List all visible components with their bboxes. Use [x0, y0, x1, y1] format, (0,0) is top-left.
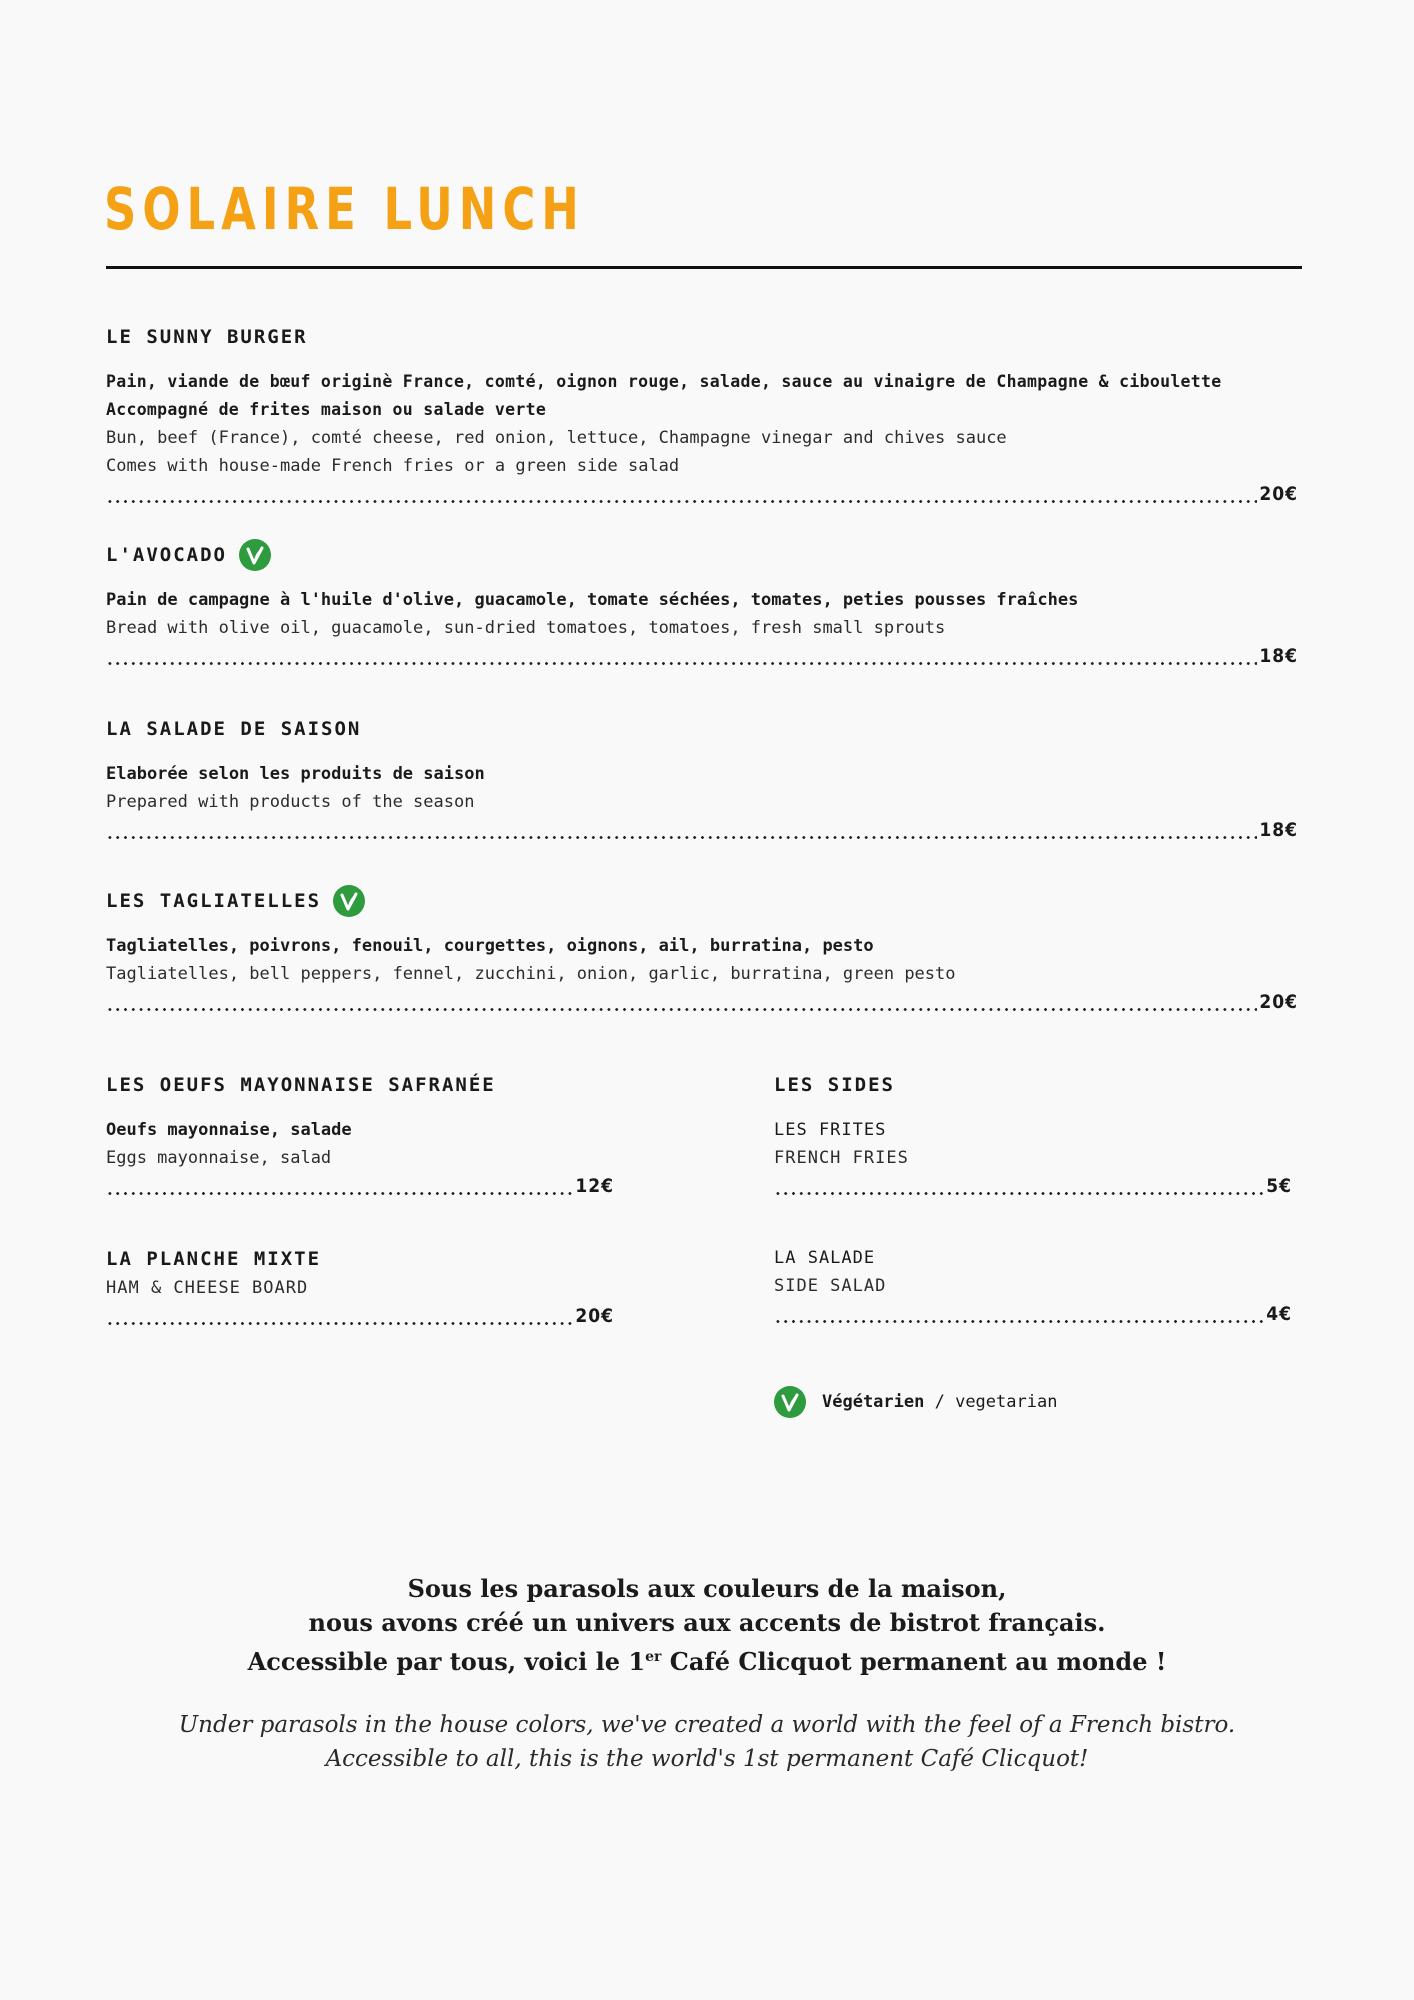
- item-desc-en: Prepared with products of the season: [106, 792, 475, 812]
- menu-item-planche-mixte: [106, 1244, 614, 1330]
- item-price: 18€: [1259, 819, 1298, 841]
- tagline-en: [0, 1708, 1414, 1776]
- tagline-fr-line: nous avons créé un univers aux accents de bistrot français.: [308, 1608, 1106, 1637]
- dot-leader: [106, 816, 1257, 844]
- item-desc-en: Tagliatelles, bell peppers, fennel, zucchini, onion, garlic, burratina, green pesto: [106, 964, 956, 984]
- sides-section: [774, 1070, 1292, 1200]
- item-name: LE SUNNY BURGER: [106, 326, 308, 348]
- item-desc-fr: Pain, viande de bœuf originè France, comté, oignon rouge, salade, sauce au vinaigre de Champagne & ciboulette: [106, 372, 1222, 391]
- dot-leader: [774, 1300, 1264, 1328]
- item-price: 4€: [1266, 1303, 1292, 1325]
- vegetarian-leaf-icon: [239, 539, 271, 571]
- item-desc-fr: Pain de campagne à l'huile d'olive, guacamole, tomate séchées, tomates, peties pousses fraîches: [106, 590, 1079, 610]
- item-name: LES TAGLIATELLES: [106, 890, 322, 912]
- tagline-fr: [0, 1572, 1414, 1679]
- item-name: L'AVOCADO: [106, 544, 227, 566]
- vegetarian-leaf-icon: [774, 1386, 806, 1418]
- side-name-fr: LES FRITES: [774, 1120, 887, 1140]
- menu-item-avocado: [106, 540, 1298, 670]
- title-divider: [106, 266, 1302, 269]
- dot-leader: [106, 480, 1257, 508]
- item-price: 20€: [1259, 483, 1298, 505]
- item-desc-en: HAM & CHEESE BOARD: [106, 1278, 309, 1298]
- item-desc-fr: Tagliatelles, poivrons, fenouil, courgettes, oignons, ail, burratina, pesto: [106, 936, 874, 956]
- menu-item-oeufs-mayonnaise: [106, 1070, 614, 1200]
- vegetarian-legend: [774, 1386, 1057, 1418]
- legend-fr: Végétarien: [822, 1392, 925, 1412]
- item-name: LA SALADE DE SAISON: [106, 718, 362, 740]
- item-name: LA PLANCHE MIXTE: [106, 1248, 322, 1270]
- side-name-en: SIDE SALAD: [774, 1276, 887, 1296]
- item-desc-fr: Oeufs mayonnaise, salade: [106, 1120, 352, 1140]
- side-item-salade: [774, 1244, 1292, 1328]
- item-desc-en: Bun, beef (France), comté cheese, red onion, lettuce, Champagne vinegar and chives sauce: [106, 428, 1007, 448]
- item-desc-fr: Accompagné de frites maison ou salade verte: [106, 400, 547, 419]
- legend-separator: /: [924, 1392, 956, 1412]
- item-price: 20€: [1259, 991, 1298, 1013]
- dot-leader: [106, 1302, 573, 1330]
- vegetarian-leaf-icon: [333, 885, 365, 917]
- item-price: 18€: [1259, 645, 1298, 667]
- dot-leader: [774, 1172, 1264, 1200]
- side-name-en: FRENCH FRIES: [774, 1148, 909, 1168]
- sides-heading: LES SIDES: [774, 1074, 895, 1096]
- menu-item-sunny-burger: [106, 322, 1298, 508]
- tagline-fr-line: Accessible par tous, voici le 1er Café Clicquot permanent au monde !: [247, 1647, 1167, 1676]
- item-desc-fr: Elaborée selon les produits de saison: [106, 764, 485, 784]
- legend-en: vegetarian: [955, 1392, 1058, 1412]
- item-price: 12€: [575, 1175, 614, 1197]
- menu-item-salade-de-saison: [106, 714, 1298, 844]
- item-desc-en: Eggs mayonnaise, salad: [106, 1148, 332, 1168]
- dot-leader: [106, 642, 1257, 670]
- item-desc-en: Bread with olive oil, guacamole, sun-dried tomatoes, tomatoes, fresh small sprouts: [106, 618, 946, 638]
- menu-item-tagliatelles: [106, 886, 1298, 1016]
- item-price: 5€: [1266, 1175, 1292, 1197]
- tagline-fr-line: Sous les parasols aux couleurs de la maison,: [407, 1574, 1007, 1603]
- tagline-en-line: Under parasols in the house colors, we've created a world with the feel of a French bistro.: [178, 1712, 1236, 1738]
- page-title: SOLAIRE LUNCH: [104, 175, 585, 243]
- side-name-fr: LA SALADE: [774, 1248, 876, 1268]
- item-name: LES OEUFS MAYONNAISE SAFRANÉE: [106, 1074, 496, 1096]
- dot-leader: [106, 1172, 573, 1200]
- dot-leader: [106, 988, 1257, 1016]
- item-desc-en: Comes with house-made French fries or a green side salad: [106, 456, 680, 476]
- tagline-en-line: Accessible to all, this is the world's 1st permanent Café Clicquot!: [325, 1746, 1089, 1772]
- item-price: 20€: [575, 1305, 614, 1327]
